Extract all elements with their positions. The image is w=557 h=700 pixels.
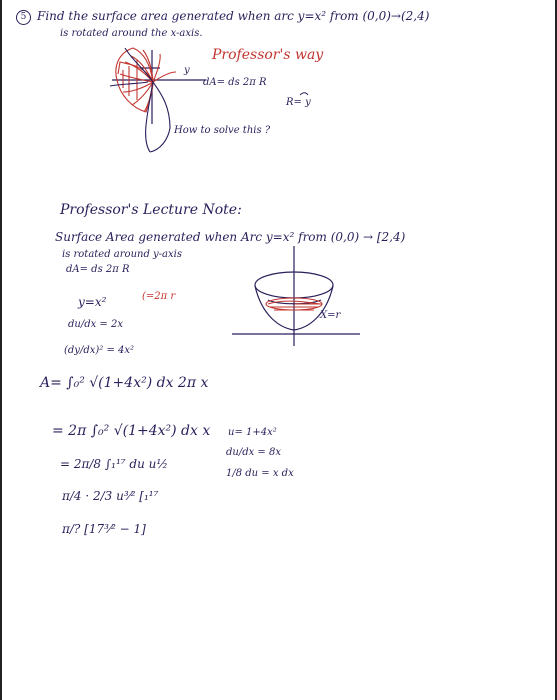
paraboloid-radius-label: X=r	[320, 310, 341, 321]
lecture-note-formula: dA= ds 2π R	[66, 264, 130, 275]
lecture-note-line-2: is rotated around y-axis	[62, 249, 182, 260]
lecture-deriv-sq: (dy/dx)² = 4x²	[64, 345, 135, 356]
sketch-axis-y-label: y	[184, 65, 190, 76]
lecture-deriv: du/dx = 2x	[68, 319, 123, 330]
problem-number: 5	[16, 9, 31, 25]
lecture-step-4: π/4 · 2/3 u³⁄² [₁¹⁷	[62, 489, 159, 503]
lecture-note-line-1: Surface Area generated when Arc y=x² from (0,0) → [2,4)	[55, 230, 406, 244]
problem-line-1: Find the surface area generated when arc y=x² from (0,0)→(2,4)	[37, 9, 430, 23]
professor-way-radius: R= y	[286, 97, 311, 108]
lecture-note-title: Professor's Lecture Note:	[60, 202, 242, 218]
professor-way-title: Professor's way	[212, 47, 324, 63]
sub-du: du/dx = 8x	[226, 447, 281, 458]
lecture-integral-1: A= ∫₀² √(1+4x²) dx 2π x	[40, 375, 209, 391]
sub-dx: 1/8 du = x dx	[226, 468, 294, 479]
lecture-step-5: π/? [17³⁄² − 1]	[62, 522, 146, 536]
lecture-func: y=x²	[78, 295, 107, 309]
sub-u: u= 1+4x²	[228, 427, 277, 438]
lecture-integral-3: = 2π/8 ∫₁¹⁷ du u½	[60, 457, 168, 471]
professor-way-formula: dA= ds 2π R	[203, 77, 267, 88]
problem-line-2: is rotated around the x-axis.	[60, 28, 203, 39]
lecture-integral-2: = 2π ∫₀² √(1+4x²) dx x	[52, 423, 211, 439]
lecture-r-eq: (=2π r	[142, 291, 176, 302]
professor-way-question: How to solve this ?	[174, 125, 271, 136]
